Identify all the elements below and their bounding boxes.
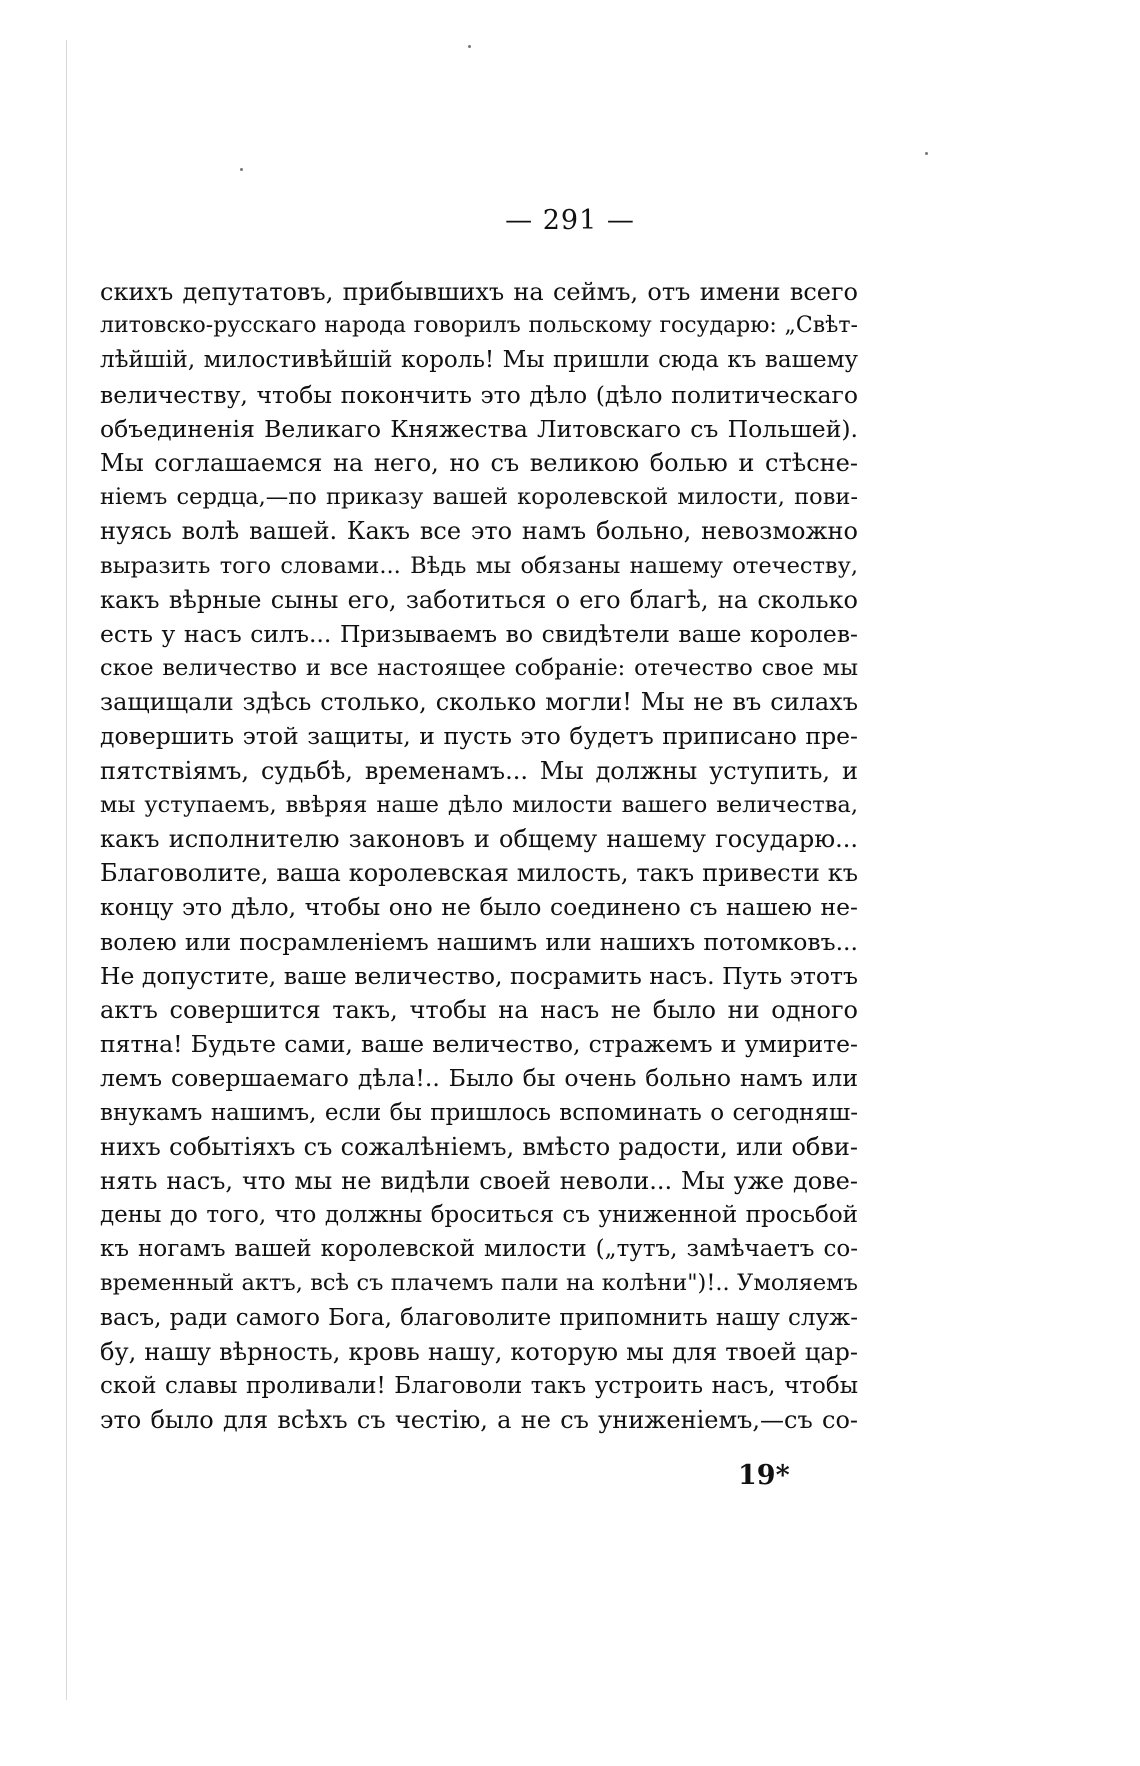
body-text	[100, 275, 858, 1437]
text-line: выразить того словами... Вѣдь мы обязаны нашему отечеству,	[100, 552, 858, 579]
text-line: литовско-русскаго народа говорилъ польскому государю: „Свѣт-	[100, 313, 858, 339]
text-line: волею или посрамленіемъ нашимъ или нашихъ потомковъ...	[100, 927, 858, 956]
text-line: дены до того, что должны броситься съ униженной просьбой	[100, 1202, 858, 1229]
text-line: актъ совершится такъ, чтобы на насъ не было ни одного	[100, 995, 858, 1024]
text-line: концу это дѣло, чтобы оно не было соединено съ нашею не-	[100, 893, 858, 922]
text-line: лѣйшій, милостивѣйшій король! Мы пришли сюда къ вашему	[100, 347, 858, 374]
text-line: скихъ депутатовъ, прибывшихъ на сеймъ, отъ имени всего	[100, 278, 858, 306]
print-speck	[240, 168, 243, 171]
text-line: есть у насъ силъ... Призываемъ во свидѣтели ваше королев-	[100, 619, 858, 648]
text-line: величеству, чтобы покончить это дѣло (дѣло политическаго	[100, 380, 858, 409]
text-line: ніемъ сердца,—по приказу вашей королевской милости, пови-	[100, 484, 858, 511]
text-line: бу, нашу вѣрность, кровь нашу, которую мы для твоей цар-	[100, 1337, 858, 1366]
text-line: пятствіямъ, судьбѣ, временамъ... Мы должны уступить, и	[100, 756, 858, 785]
text-line: нять насъ, что мы не видѣли своей неволи... Мы уже дове-	[100, 1166, 858, 1195]
text-line: нуясь волѣ вашей. Какъ все это намъ больно, невозможно	[100, 517, 858, 546]
text-line: нихъ событіяхъ съ сожалѣніемъ, вмѣсто радости, или обви-	[100, 1132, 858, 1161]
page-gutter-edge	[66, 40, 67, 1700]
text-line: временный актъ, всѣ съ плачемъ пали на колѣни")!.. Умоляемъ	[100, 1270, 858, 1297]
text-line: объединенія Великаго Княжества Литовскаго съ Польшей).	[100, 414, 858, 443]
text-line: это было для всѣхъ съ честію, а не съ униженіемъ,—съ со-	[100, 1406, 858, 1435]
text-line: Благоволите, ваша королевская милость, такъ привести къ	[100, 859, 858, 888]
text-line: ское величество и все настоящее собраніе: отечество свое мы	[100, 655, 858, 682]
text-line: довершить этой защиты, и пусть это будетъ приписано пре-	[100, 722, 858, 751]
text-line: васъ, ради самого Бога, благоволите припомнить нашу служ-	[100, 1304, 858, 1331]
text-line: лемъ совершаемаго дѣла!.. Было бы очень больно намъ или	[100, 1064, 858, 1093]
text-line: внукамъ нашимъ, если бы пришлось вспоминать о сегодняш-	[100, 1099, 858, 1126]
text-line: Не допустите, ваше величество, посрамить насъ. Путь этотъ	[100, 961, 858, 990]
text-line: мы уступаемъ, ввѣряя наше дѣло милости вашего величества,	[100, 791, 858, 818]
page-number-header: — 291 —	[505, 205, 635, 236]
text-line: какъ исполнителю законовъ и общему нашему государю...	[100, 825, 858, 853]
text-line: какъ вѣрные сыны его, заботиться о его благѣ, на сколько	[100, 585, 858, 614]
text-line: Мы соглашаемся на него, но съ великою болью и стѣсне-	[100, 448, 858, 477]
print-speck	[468, 45, 471, 48]
text-line: защищали здѣсь столько, сколько могли! Мы не въ силахъ	[100, 688, 858, 717]
signature-mark: 19*	[738, 1460, 790, 1491]
text-line: пятна! Будьте сами, ваше величество, стражемъ и умирите-	[100, 1030, 858, 1059]
text-line: къ ногамъ вашей королевской милости („тутъ, замѣчаетъ со-	[100, 1236, 858, 1263]
text-line: ской славы проливали! Благоволи такъ устроить насъ, чтобы	[100, 1373, 858, 1399]
print-speck	[925, 152, 928, 155]
